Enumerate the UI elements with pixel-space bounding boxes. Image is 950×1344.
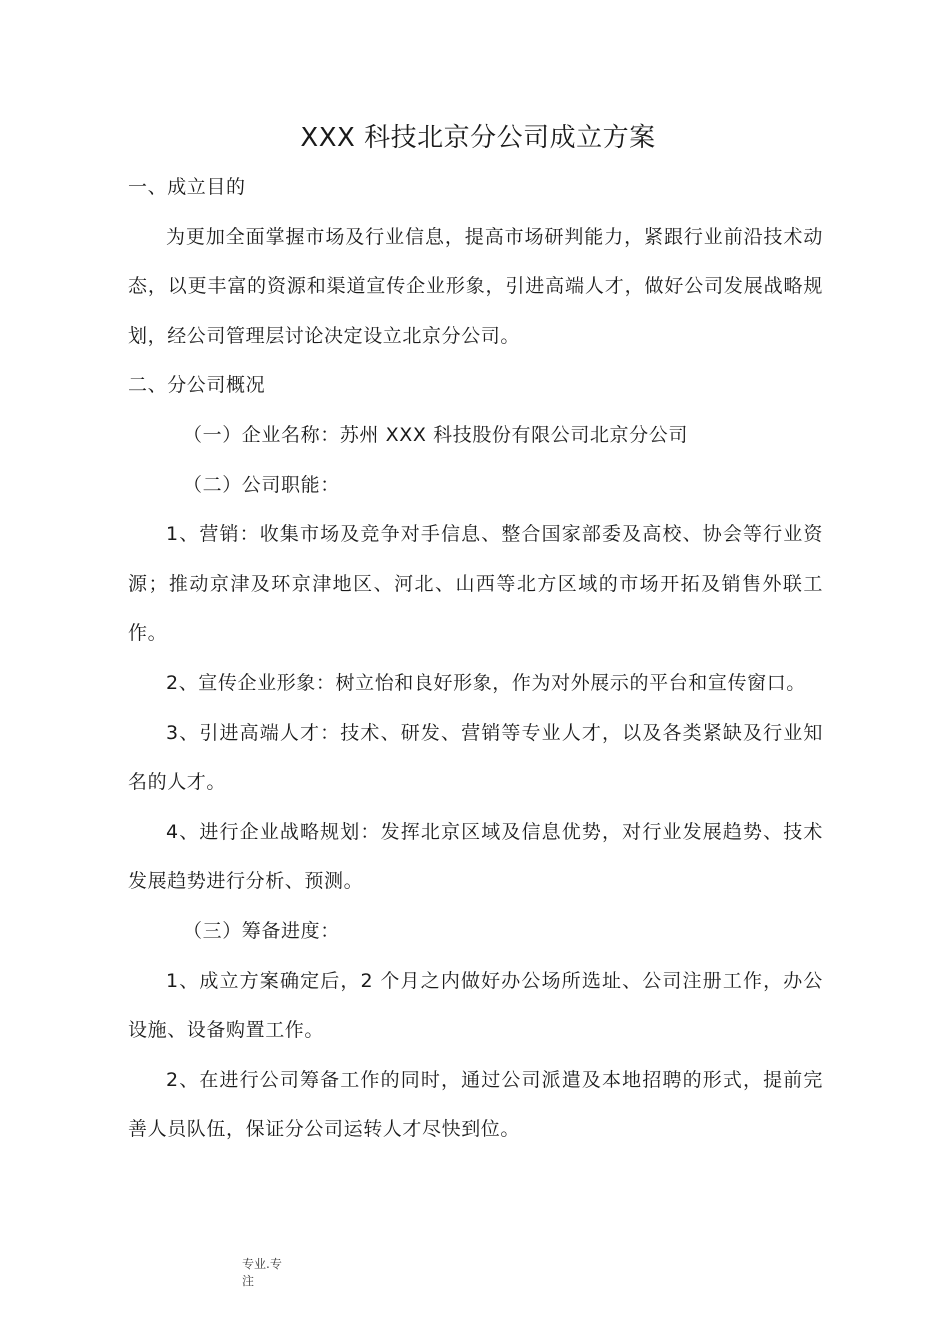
section-heading-purpose: 一、成立目的: [128, 176, 246, 198]
page-footer: 专业.专注: [242, 1257, 282, 1288]
progress-item: 2、在进行公司筹备工作的同时，通过公司派遣及本地招聘的形式，提前完善人员队伍，保证分公司运转人才尽快到位。: [128, 1068, 823, 1141]
function-item: 4、进行企业战略规划：发挥北京区域及信息优势，对行业发展趋势、技术发展趋势进行分析、预测。: [128, 820, 823, 893]
company-name-line: （一）企业名称：苏州 XXX 科技股份有限公司北京分公司: [183, 423, 688, 446]
function-item: 3、引进高端人才：技术、研发、营销等专业人才，以及各类紧缺及行业知名的人才。: [128, 721, 823, 794]
function-item: 2、宣传企业形象：树立怡和良好形象，作为对外展示的平台和宣传窗口。: [166, 671, 806, 694]
functions-heading: （二）公司职能：: [183, 473, 340, 496]
function-item: 1、营销：收集市场及竞争对手信息、整合国家部委及高校、协会等行业资源；推动京津及环京津地区、河北、山西等北方区域的市场开拓及销售外联工作。: [128, 523, 823, 645]
document-body: [128, 163, 823, 1155]
purpose-paragraph: 为更加全面掌握市场及行业信息，提高市场研判能力，紧跟行业前沿技术动态，以更丰富的资源和渠道宣传企业形象，引进高端人才，做好公司发展战略规划，经公司管理层讨论决定设立北京分公司。: [128, 225, 823, 347]
progress-item: 1、成立方案确定后，2 个月之内做好办公场所选址、公司注册工作，办公设施、设备购置工作。: [128, 969, 823, 1042]
section-heading-overview: 二、分公司概况: [128, 374, 266, 397]
document-title: XXX 科技北京分公司成立方案: [300, 123, 656, 153]
progress-heading: （三）筹备进度：: [183, 919, 340, 942]
